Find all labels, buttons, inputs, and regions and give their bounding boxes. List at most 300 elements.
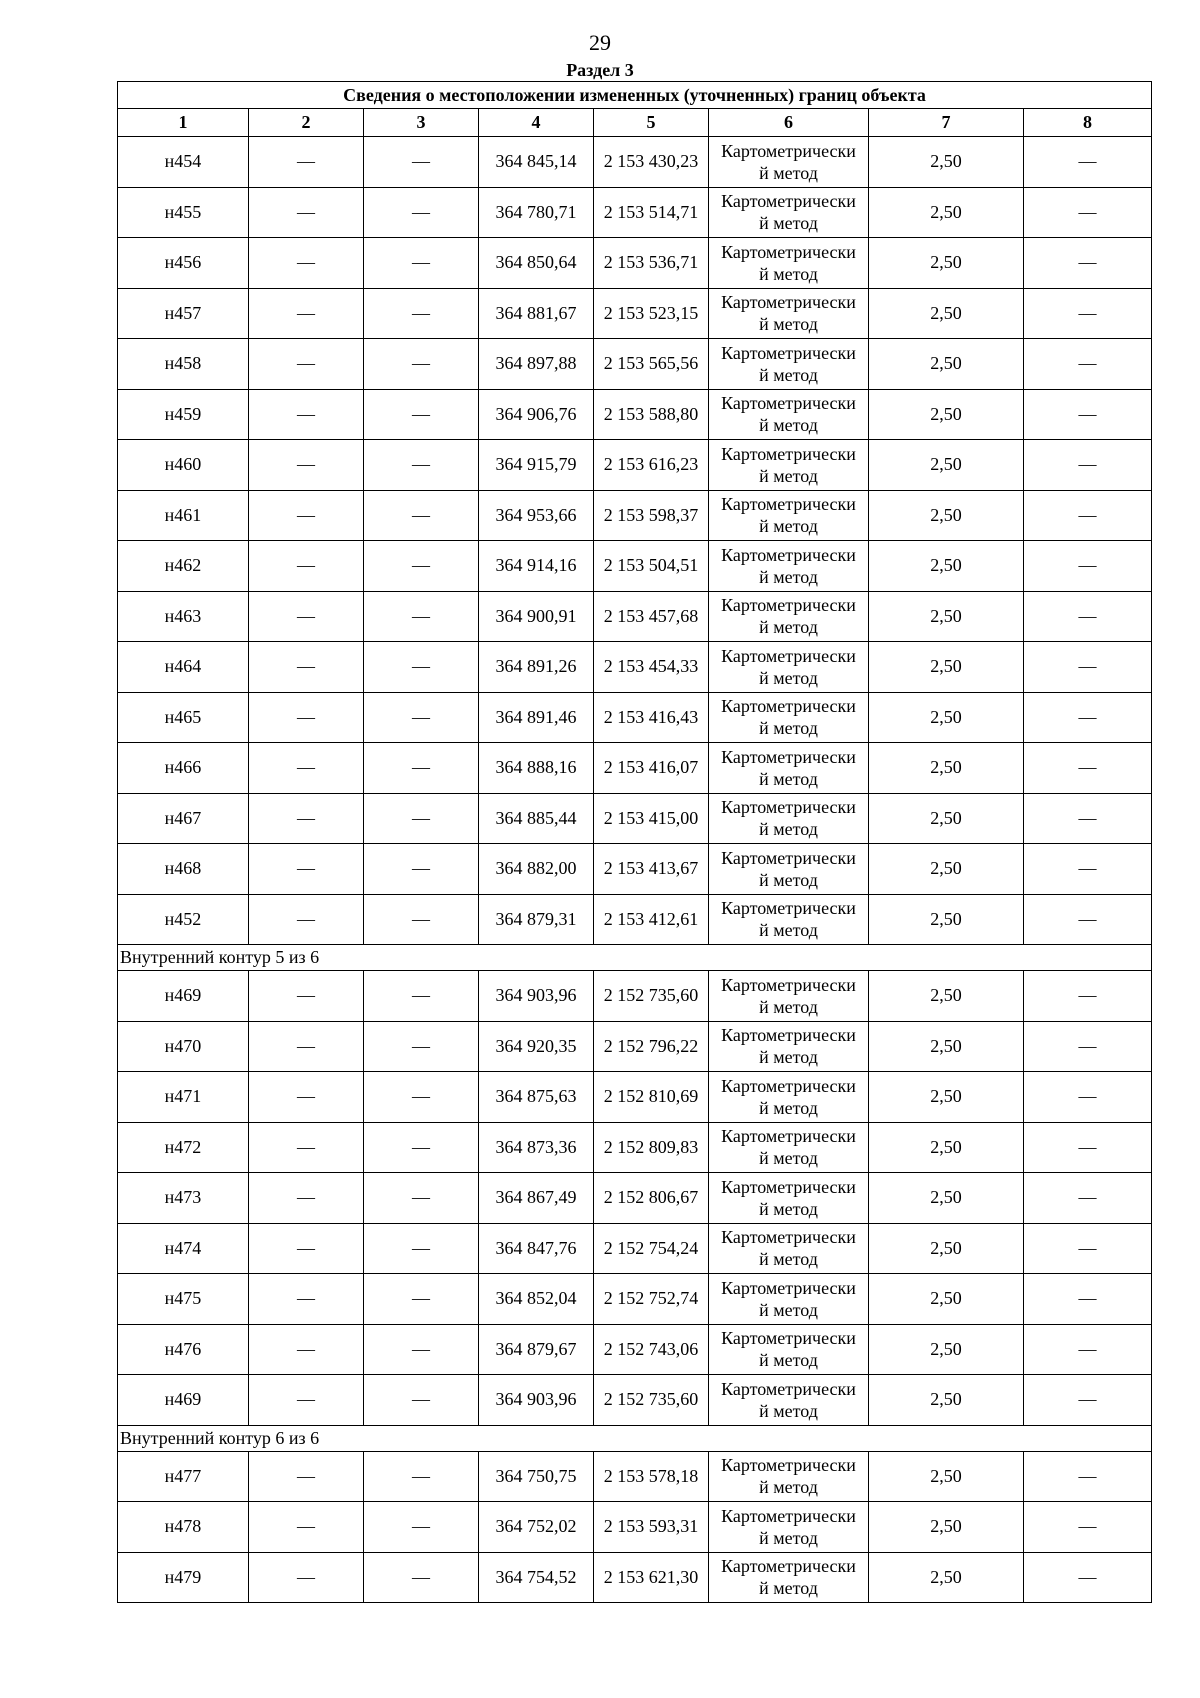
col2-cell: — [249,692,364,743]
method-line-2: й метод [759,718,818,739]
accuracy-cell: 2,50 [869,440,1024,491]
point-id-cell: н461 [118,490,249,541]
point-id-cell: н475 [118,1274,249,1325]
col8-cell: — [1024,1072,1152,1123]
method-line-2: й метод [759,1299,818,1320]
col2-cell: — [249,1274,364,1325]
col3-cell: — [364,793,479,844]
y-coordinate-cell: 2 153 578,18 [594,1451,709,1502]
col8-cell: — [1024,1021,1152,1072]
point-id-cell: н460 [118,440,249,491]
y-coordinate-cell: 2 152 796,22 [594,1021,709,1072]
point-id-cell: н465 [118,692,249,743]
x-coordinate-cell: 364 888,16 [479,743,594,794]
method-line-2: й метод [759,617,818,638]
col3-cell: — [364,490,479,541]
col2-cell: — [249,844,364,895]
col3-cell: — [364,389,479,440]
method-cell [709,288,869,339]
table-row [118,743,1152,794]
col3-cell: — [364,288,479,339]
y-coordinate-cell: 2 152 735,60 [594,971,709,1022]
col2-cell: — [249,1021,364,1072]
table-row [118,1274,1152,1325]
method-line-1: Картометрически [721,797,856,818]
y-coordinate-cell: 2 153 416,07 [594,743,709,794]
col2-cell: — [249,389,364,440]
column-number: 7 [869,109,1024,137]
method-line-1: Картометрически [721,746,856,767]
method-line-2: й метод [759,667,818,688]
col3-cell: — [364,844,479,895]
table-row [118,642,1152,693]
col2-cell: — [249,971,364,1022]
col2-cell: — [249,490,364,541]
accuracy-cell: 2,50 [869,389,1024,440]
col2-cell: — [249,288,364,339]
point-id-cell: н458 [118,339,249,390]
col3-cell: — [364,1451,479,1502]
method-cell [709,1223,869,1274]
point-id-cell: н472 [118,1122,249,1173]
y-coordinate-cell: 2 153 598,37 [594,490,709,541]
point-id-cell: н471 [118,1072,249,1123]
col8-cell: — [1024,743,1152,794]
y-coordinate-cell: 2 153 430,23 [594,137,709,188]
contour-header-row [118,945,1152,971]
col3-cell: — [364,187,479,238]
col3-cell: — [364,642,479,693]
y-coordinate-cell: 2 153 457,68 [594,591,709,642]
method-line-1: Картометрически [721,191,856,212]
col2-cell: — [249,1375,364,1426]
x-coordinate-cell: 364 879,67 [479,1324,594,1375]
col8-cell: — [1024,971,1152,1022]
method-line-2: й метод [759,465,818,486]
table-row [118,1375,1152,1426]
column-number: 3 [364,109,479,137]
y-coordinate-cell: 2 152 806,67 [594,1173,709,1224]
method-cell [709,1173,869,1224]
y-coordinate-cell: 2 152 752,74 [594,1274,709,1325]
col3-cell: — [364,440,479,491]
method-line-2: й метод [759,869,818,890]
col3-cell: — [364,894,479,945]
col8-cell: — [1024,389,1152,440]
y-coordinate-cell: 2 152 754,24 [594,1223,709,1274]
table-row [118,339,1152,390]
col8-cell: — [1024,1122,1152,1173]
method-cell [709,793,869,844]
accuracy-cell: 2,50 [869,1223,1024,1274]
x-coordinate-cell: 364 873,36 [479,1122,594,1173]
col3-cell: — [364,1502,479,1553]
accuracy-cell: 2,50 [869,971,1024,1022]
column-number: 2 [249,109,364,137]
col3-cell: — [364,1021,479,1072]
table-row [118,288,1152,339]
method-line-2: й метод [759,1400,818,1421]
col2-cell: — [249,1552,364,1603]
col2-cell: — [249,440,364,491]
col3-cell: — [364,971,479,1022]
accuracy-cell: 2,50 [869,591,1024,642]
x-coordinate-cell: 364 920,35 [479,1021,594,1072]
method-line-1: Картометрически [721,1378,856,1399]
table-row [118,1072,1152,1123]
method-line-1: Картометрически [721,1556,856,1577]
method-cell [709,1375,869,1426]
table-row [118,1122,1152,1173]
col2-cell: — [249,339,364,390]
y-coordinate-cell: 2 153 415,00 [594,793,709,844]
section-title: Раздел 3 [566,60,634,80]
accuracy-cell: 2,50 [869,1502,1024,1553]
col3-cell: — [364,1173,479,1224]
point-id-cell: н470 [118,1021,249,1072]
accuracy-cell: 2,50 [869,743,1024,794]
col3-cell: — [364,743,479,794]
y-coordinate-cell: 2 153 536,71 [594,238,709,289]
col2-cell: — [249,1072,364,1123]
column-number: 1 [118,109,249,137]
column-number: 8 [1024,109,1152,137]
method-line-1: Картометрически [721,494,856,515]
table-row [118,238,1152,289]
method-line-2: й метод [759,516,818,537]
method-line-2: й метод [759,1578,818,1599]
method-line-1: Картометрически [721,1505,856,1526]
point-id-cell: н466 [118,743,249,794]
table-row [118,541,1152,592]
point-id-cell: н467 [118,793,249,844]
col2-cell: — [249,743,364,794]
col3-cell: — [364,1375,479,1426]
method-line-1: Картометрически [721,1328,856,1349]
point-id-cell: н473 [118,1173,249,1224]
y-coordinate-cell: 2 153 523,15 [594,288,709,339]
contour-label: Внутренний контур 5 из 6 [118,945,1152,971]
x-coordinate-cell: 364 852,04 [479,1274,594,1325]
method-line-2: й метод [759,162,818,183]
method-line-2: й метод [759,1198,818,1219]
y-coordinate-cell: 2 153 412,61 [594,894,709,945]
point-id-cell: н457 [118,288,249,339]
table-row [118,1324,1152,1375]
x-coordinate-cell: 364 780,71 [479,187,594,238]
method-cell [709,389,869,440]
y-coordinate-cell: 2 153 621,30 [594,1552,709,1603]
table-row [118,591,1152,642]
method-line-1: Картометрически [721,1227,856,1248]
y-coordinate-cell: 2 153 616,23 [594,440,709,491]
method-line-1: Картометрически [721,544,856,565]
accuracy-cell: 2,50 [869,642,1024,693]
method-line-2: й метод [759,1249,818,1270]
table-row [118,894,1152,945]
method-line-2: й метод [759,1527,818,1548]
point-id-cell: н456 [118,238,249,289]
accuracy-cell: 2,50 [869,1072,1024,1123]
method-cell [709,440,869,491]
x-coordinate-cell: 364 881,67 [479,288,594,339]
x-coordinate-cell: 364 754,52 [479,1552,594,1603]
accuracy-cell: 2,50 [869,1274,1024,1325]
y-coordinate-cell: 2 152 810,69 [594,1072,709,1123]
method-line-2: й метод [759,1477,818,1498]
col8-cell: — [1024,339,1152,390]
col2-cell: — [249,238,364,289]
col8-cell: — [1024,541,1152,592]
method-cell [709,1274,869,1325]
method-cell [709,1502,869,1553]
col3-cell: — [364,591,479,642]
col8-cell: — [1024,591,1152,642]
method-cell [709,137,869,188]
column-number: 6 [709,109,869,137]
col8-cell: — [1024,1173,1152,1224]
method-line-1: Картометрически [721,292,856,313]
x-coordinate-cell: 364 891,26 [479,642,594,693]
table-row [118,137,1152,188]
method-line-2: й метод [759,213,818,234]
y-coordinate-cell: 2 152 735,60 [594,1375,709,1426]
accuracy-cell: 2,50 [869,1173,1024,1224]
col8-cell: — [1024,1451,1152,1502]
col2-cell: — [249,591,364,642]
col2-cell: — [249,894,364,945]
x-coordinate-cell: 364 850,64 [479,238,594,289]
point-id-cell: н468 [118,844,249,895]
page-number: 29 [589,30,611,55]
accuracy-cell: 2,50 [869,894,1024,945]
col8-cell: — [1024,1552,1152,1603]
table-row [118,1173,1152,1224]
accuracy-cell: 2,50 [869,1375,1024,1426]
x-coordinate-cell: 364 953,66 [479,490,594,541]
method-line-2: й метод [759,566,818,587]
x-coordinate-cell: 364 900,91 [479,591,594,642]
method-cell [709,894,869,945]
point-id-cell: н464 [118,642,249,693]
method-line-2: й метод [759,819,818,840]
method-cell [709,1122,869,1173]
col2-cell: — [249,1451,364,1502]
table-body [118,137,1152,1603]
x-coordinate-cell: 364 847,76 [479,1223,594,1274]
col8-cell: — [1024,187,1152,238]
point-id-cell: н462 [118,541,249,592]
col3-cell: — [364,1122,479,1173]
col3-cell: — [364,1324,479,1375]
col3-cell: — [364,339,479,390]
x-coordinate-cell: 364 897,88 [479,339,594,390]
x-coordinate-cell: 364 915,79 [479,440,594,491]
table-row [118,440,1152,491]
table-row [118,844,1152,895]
point-id-cell: н474 [118,1223,249,1274]
method-line-2: й метод [759,415,818,436]
method-line-2: й метод [759,768,818,789]
col2-cell: — [249,642,364,693]
method-cell [709,591,869,642]
col8-cell: — [1024,844,1152,895]
point-id-cell: н454 [118,137,249,188]
accuracy-cell: 2,50 [869,339,1024,390]
table-row [118,692,1152,743]
contour-header-row [118,1425,1152,1451]
accuracy-cell: 2,50 [869,137,1024,188]
method-line-1: Картометрически [721,1176,856,1197]
col3-cell: — [364,1223,479,1274]
method-line-1: Картометрически [721,847,856,868]
accuracy-cell: 2,50 [869,187,1024,238]
method-cell [709,1552,869,1603]
col8-cell: — [1024,490,1152,541]
method-cell [709,1021,869,1072]
method-line-1: Картометрически [721,1126,856,1147]
method-line-1: Картометрически [721,1075,856,1096]
column-number: 5 [594,109,709,137]
col2-cell: — [249,1122,364,1173]
y-coordinate-cell: 2 153 514,71 [594,187,709,238]
x-coordinate-cell: 364 752,02 [479,1502,594,1553]
col2-cell: — [249,1173,364,1224]
method-line-1: Картометрически [721,645,856,666]
method-line-1: Картометрически [721,595,856,616]
accuracy-cell: 2,50 [869,490,1024,541]
table-row [118,389,1152,440]
col8-cell: — [1024,1274,1152,1325]
table-row [118,1451,1152,1502]
col8-cell: — [1024,1324,1152,1375]
point-id-cell: н463 [118,591,249,642]
method-cell [709,1451,869,1502]
method-line-1: Картометрически [721,342,856,363]
method-line-2: й метод [759,1350,818,1371]
x-coordinate-cell: 364 875,63 [479,1072,594,1123]
col8-cell: — [1024,238,1152,289]
point-id-cell: н459 [118,389,249,440]
point-id-cell: н477 [118,1451,249,1502]
y-coordinate-cell: 2 152 809,83 [594,1122,709,1173]
point-id-cell: н478 [118,1502,249,1553]
x-coordinate-cell: 364 750,75 [479,1451,594,1502]
method-line-2: й метод [759,1097,818,1118]
col3-cell: — [364,1552,479,1603]
x-coordinate-cell: 364 845,14 [479,137,594,188]
table-row [118,1552,1152,1603]
col8-cell: — [1024,137,1152,188]
accuracy-cell: 2,50 [869,1451,1024,1502]
method-cell [709,642,869,693]
accuracy-cell: 2,50 [869,844,1024,895]
method-line-2: й метод [759,263,818,284]
x-coordinate-cell: 364 882,00 [479,844,594,895]
col8-cell: — [1024,692,1152,743]
method-line-1: Картометрически [721,1277,856,1298]
col8-cell: — [1024,642,1152,693]
method-cell [709,238,869,289]
method-cell [709,844,869,895]
col8-cell: — [1024,1375,1152,1426]
boundary-coordinates-table [117,81,1152,1603]
method-line-2: й метод [759,364,818,385]
x-coordinate-cell: 364 879,31 [479,894,594,945]
method-cell [709,490,869,541]
method-line-1: Картометрически [721,443,856,464]
col3-cell: — [364,692,479,743]
method-line-1: Картометрически [721,974,856,995]
table-row [118,1502,1152,1553]
method-cell [709,692,869,743]
col8-cell: — [1024,288,1152,339]
method-line-1: Картометрически [721,696,856,717]
y-coordinate-cell: 2 153 454,33 [594,642,709,693]
col3-cell: — [364,238,479,289]
method-cell [709,971,869,1022]
method-line-2: й метод [759,1148,818,1169]
method-line-1: Картометрически [721,1455,856,1476]
point-id-cell: н452 [118,894,249,945]
col8-cell: — [1024,1223,1152,1274]
x-coordinate-cell: 364 885,44 [479,793,594,844]
method-line-1: Картометрически [721,1025,856,1046]
x-coordinate-cell: 364 867,49 [479,1173,594,1224]
table-row [118,490,1152,541]
method-line-1: Картометрически [721,898,856,919]
method-line-2: й метод [759,996,818,1017]
col3-cell: — [364,137,479,188]
method-cell [709,1072,869,1123]
accuracy-cell: 2,50 [869,288,1024,339]
table-row [118,1223,1152,1274]
col2-cell: — [249,1502,364,1553]
accuracy-cell: 2,50 [869,541,1024,592]
accuracy-cell: 2,50 [869,793,1024,844]
x-coordinate-cell: 364 906,76 [479,389,594,440]
col3-cell: — [364,1072,479,1123]
point-id-cell: н479 [118,1552,249,1603]
point-id-cell: н455 [118,187,249,238]
point-id-cell: н476 [118,1324,249,1375]
accuracy-cell: 2,50 [869,1324,1024,1375]
point-id-cell: н469 [118,1375,249,1426]
method-line-1: Картометрически [721,140,856,161]
x-coordinate-cell: 364 891,46 [479,692,594,743]
accuracy-cell: 2,50 [869,1122,1024,1173]
accuracy-cell: 2,50 [869,1021,1024,1072]
method-cell [709,743,869,794]
col2-cell: — [249,137,364,188]
accuracy-cell: 2,50 [869,238,1024,289]
col8-cell: — [1024,440,1152,491]
y-coordinate-cell: 2 153 504,51 [594,541,709,592]
y-coordinate-cell: 2 153 413,67 [594,844,709,895]
method-cell [709,541,869,592]
col2-cell: — [249,541,364,592]
y-coordinate-cell: 2 153 416,43 [594,692,709,743]
method-line-2: й метод [759,1047,818,1068]
point-id-cell: н469 [118,971,249,1022]
y-coordinate-cell: 2 153 593,31 [594,1502,709,1553]
table-caption: Сведения о местоположении измененных (уточненных) границ объекта [118,82,1152,109]
x-coordinate-cell: 364 914,16 [479,541,594,592]
col2-cell: — [249,187,364,238]
x-coordinate-cell: 364 903,96 [479,971,594,1022]
column-number: 4 [479,109,594,137]
y-coordinate-cell: 2 153 565,56 [594,339,709,390]
